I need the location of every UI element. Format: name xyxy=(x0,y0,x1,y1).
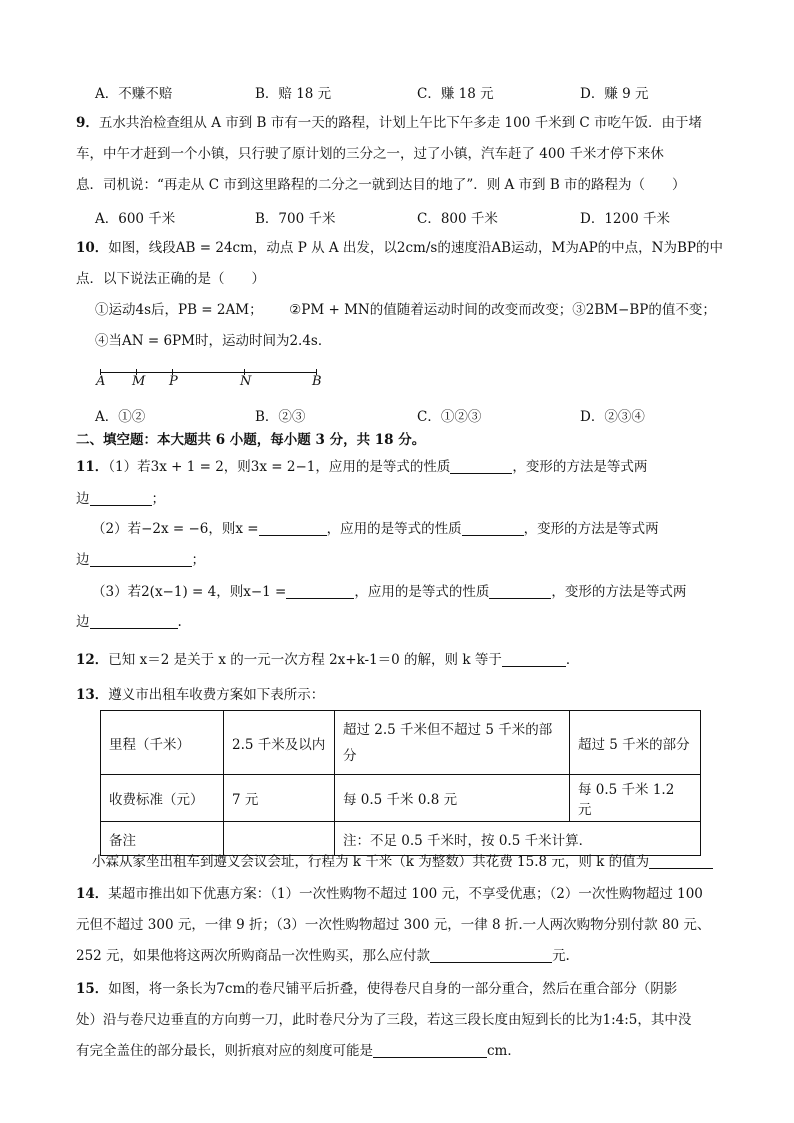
q11-blank-7 xyxy=(489,584,551,599)
q9-line3: 息．司机说：“再走从 C 市到这里路程的二分之一就到达目的地了”．则 A 市到 B 市的路程为（ ） xyxy=(76,177,686,193)
q11-part1-text: （1）若3x + 1 = 2，则3x = 2−1，应用的是等式的性质 xyxy=(108,459,451,475)
table-cell: 里程（千米） xyxy=(101,711,224,775)
q11-part1-text-d: ； xyxy=(151,491,165,507)
q9-option-c: C．800 千米 xyxy=(417,211,498,227)
q11-blank-6 xyxy=(286,584,354,599)
q9-line2: 车，中午才赶到一个小镇，只行驶了原计划的三分之一，过了小镇，汽车赶了 400 千米才停下来休 xyxy=(76,146,664,162)
q9-option-d: D．1200 千米 xyxy=(580,211,670,227)
q11-part2-text-b: ，应用的是等式的性质 xyxy=(326,521,462,537)
table-cell: 备注 xyxy=(101,822,224,856)
q10-line2: 点．以下说法正确的是（ ） xyxy=(76,271,265,287)
table-row xyxy=(101,822,701,856)
q8-option-c: C．赚 18 元 xyxy=(417,86,494,102)
table-cell: 超过 2.5 千米但不超过 5 千米的部分 xyxy=(335,711,570,775)
q10-statement-1: ①运动4s后，PB = 2AM； xyxy=(95,302,263,318)
point-label-b: B xyxy=(312,374,322,389)
q10-number: 10． xyxy=(76,240,109,256)
q14-end: 元. xyxy=(552,948,570,964)
q11-blank-1 xyxy=(450,459,512,474)
q10-option-a: A．①② xyxy=(95,409,146,425)
q10-option-b: B．②③ xyxy=(255,409,306,425)
q11-blank-4 xyxy=(462,521,524,536)
q15-line1: 如图，将一条长为7cm的卷尺铺平后折叠，使得卷尺自身的一部分重合，然后在重合部分（阴影 xyxy=(108,981,678,997)
q15-line2: 处）沿与卷尺边垂直的方向剪一刀，此时卷尺分为了三段，若这三段长度由短到长的比为1:4:5，其中没 xyxy=(76,1012,692,1028)
q15-end: cm． xyxy=(487,1043,521,1059)
q15-line3: 有完全盖住的部分最长，则折痕对应的刻度可能是 xyxy=(76,1043,373,1059)
q11-part2-text-e: ； xyxy=(191,552,205,568)
point-label-n: N xyxy=(240,374,252,389)
point-label-p: P xyxy=(169,374,178,389)
q11-part2-text-c: ，变形的方法是等式两 xyxy=(523,521,659,537)
table-cell: 7 元 xyxy=(224,775,335,822)
q10-line1: 如图，线段AB = 24cm，动点 P 从 A 出发，以2cm/s的速度沿AB运动，M为AP的中点，N为BP的中 xyxy=(108,240,723,256)
question-12 xyxy=(76,651,579,669)
q11-part3-text: （3）若2(x−1) = 4，则x−1 = xyxy=(92,584,287,600)
q11-blank-8 xyxy=(90,614,178,629)
q11-number: 11． xyxy=(76,459,109,475)
q14-line3: 252 元，如果他将这两次所购商品一次性购买，那么应付款 xyxy=(76,948,431,964)
q8-option-b: B．赔 18 元 xyxy=(255,86,332,102)
q11-blank-3 xyxy=(259,521,327,536)
q11-part3-text-b: ，应用的是等式的性质 xyxy=(354,584,490,600)
table-row xyxy=(101,711,701,775)
q12-text: 已知 x＝2 是关于 x 的一元一次方程 2x+k-1＝0 的解，则 k 等于 xyxy=(108,652,502,668)
q14-number: 14． xyxy=(76,886,109,902)
q13-number: 13． xyxy=(76,687,109,703)
q11-part1-text-b: ，变形的方法是等式两 xyxy=(512,459,648,475)
point-label-a: A xyxy=(96,374,106,389)
q10-statement-4: ④当AN = 6PM时，运动时间为2.4s． xyxy=(95,333,332,349)
table-row xyxy=(101,775,701,822)
q11-part3-text-d: 边 xyxy=(76,614,90,630)
q13-intro: 遵义市出租车收费方案如下表所示： xyxy=(108,687,325,703)
q9-option-b: B．700 千米 xyxy=(255,211,336,227)
segment-line xyxy=(100,372,316,373)
table-cell: 超过 5 千米的部分 xyxy=(570,711,701,775)
q8-option-d: D．赚 9 元 xyxy=(580,86,649,102)
q13-blank xyxy=(649,854,713,869)
q11-part3-text-c: ，变形的方法是等式两 xyxy=(551,584,687,600)
table-cell: 每 0.5 千米 1.2 元 xyxy=(570,775,701,822)
q15-blank xyxy=(373,1043,487,1058)
q9-option-a: A．600 千米 xyxy=(95,211,176,227)
q11-part2-text-d: 边 xyxy=(76,552,90,568)
q9-number: 9． xyxy=(76,115,99,131)
q14-line2: 元但不超过 300 元，一律 9 折；（3）一次性购物超过 300 元，一律 8 折.一人两次购物分别付款 80 元、 xyxy=(76,917,711,933)
q11-blank-2 xyxy=(90,491,152,506)
table-cell xyxy=(224,822,335,856)
table-cell: 注：不足 0.5 千米时，按 0.5 千米计算． xyxy=(335,822,701,856)
q10-option-d: D．②③④ xyxy=(580,409,645,425)
q11-part2-text: （2）若−2x = −6，则x = xyxy=(92,521,259,537)
table-cell: 每 0.5 千米 0.8 元 xyxy=(335,775,570,822)
q13-tail: 小霖从家坐出租车到遵义会议会址，行程为 k 千米（k 为整数）共花费 15.8 元，则 k 的值为 xyxy=(92,854,650,870)
q12-end: ． xyxy=(565,652,580,668)
q14-line1: 某超市推出如下优惠方案：（1）一次性购物不超过 100 元，不享受优惠；（2）一次性购物超过 100 xyxy=(108,886,703,902)
q10-statement-2-3: ②PM + MN的值随着运动时间的改变而改变；③2BM−BP的值不变； xyxy=(289,302,716,318)
q15-number: 15． xyxy=(76,981,109,997)
fare-table xyxy=(100,710,701,856)
q14-blank xyxy=(430,948,552,963)
q8-option-a: A．不赚不赔 xyxy=(95,86,173,102)
q12-blank xyxy=(502,652,566,667)
q9-line1: 五水共治检查组从 A 市到 B 市有一天的路程，计划上午比下午多走 100 千米到 C 市吃午饭．由于堵 xyxy=(98,115,703,131)
q11-blank-5 xyxy=(90,552,192,567)
q12-number: 12． xyxy=(76,652,109,668)
point-label-m: M xyxy=(132,374,146,389)
q11-part3-text-e: . xyxy=(177,614,182,630)
section-2-heading: 二、填空题：本大题共 6 小题，每小题 3 分，共 18 分。 xyxy=(76,432,426,448)
q11-part1-text-c: 边 xyxy=(76,491,90,507)
q10-option-c: C．①②③ xyxy=(417,409,482,425)
table-cell: 收费标准（元） xyxy=(101,775,224,822)
table-cell: 2.5 千米及以内 xyxy=(224,711,335,775)
